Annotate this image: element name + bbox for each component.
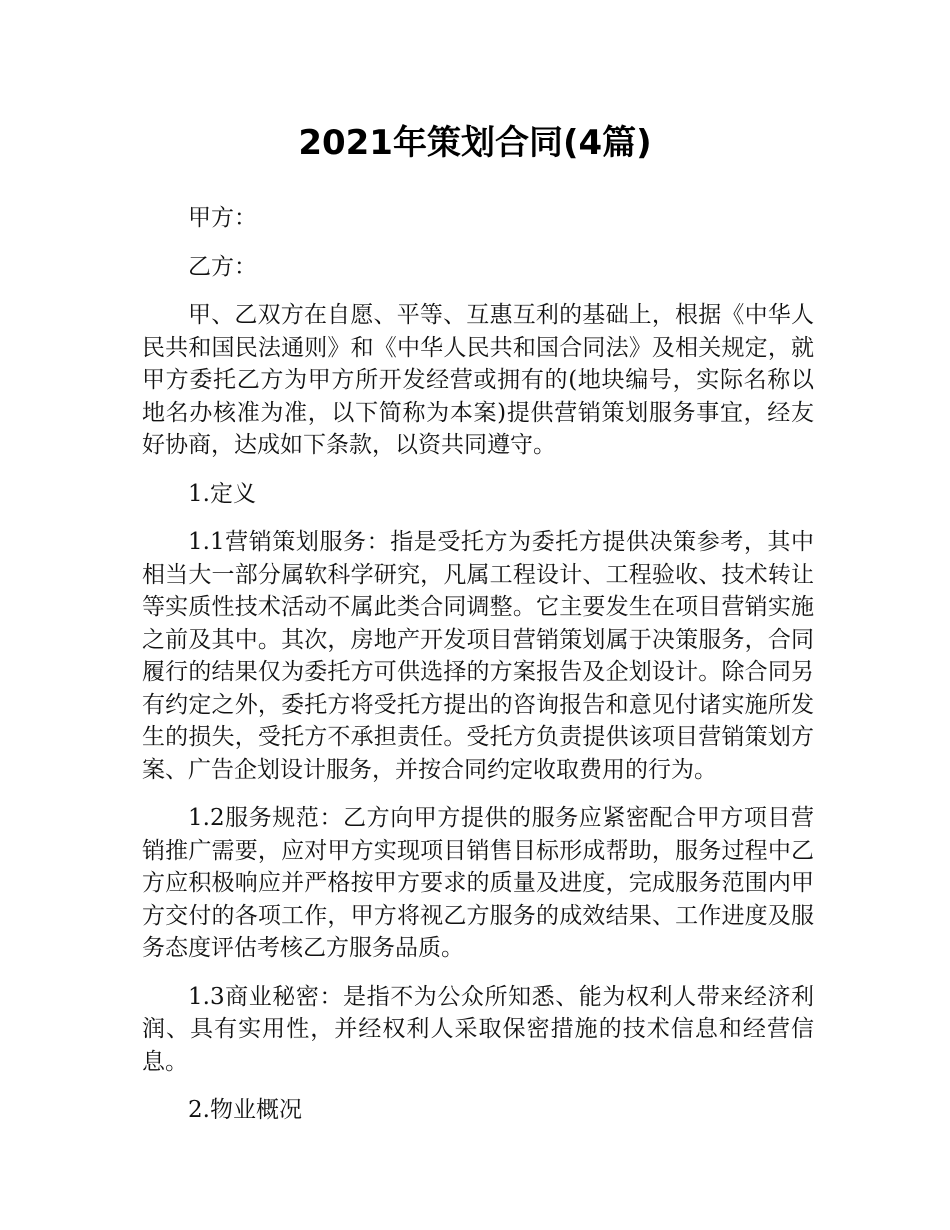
- clause-1-3-paragraph: 1.3商业秘密：是指不为公众所知悉、能为权利人带来经济利润、具有实用性，并经权利人采取保密措施的技术信息和经营信息。: [142, 983, 814, 1075]
- section-heading-definitions: 1.定义: [188, 480, 256, 507]
- document-body: [142, 202, 814, 1143]
- clause-1-1-paragraph: 1.1营销策划服务：指是受托方为委托方提供决策参考，其中相当大一部分属软科学研究，凡属工程设计、工程验收、技术转让等实质性技术活动不属此类合同调整。它主要发生在项目营销实施之前及其中。其次，房地产开发项目营销策划属于决策服务，合同履行的结果仅为委托方可供选择的方案报告及企划设计。除合同另有约定之外，委托方将受托方提出的咨询报告和意见付诸实施所发生的损失，受托方不承担责任。受托方负责提供该项目营销策划方案、广告企划设计服务，并按合同约定收取费用的行为。: [142, 529, 814, 783]
- party-b-line: 乙方：: [188, 253, 257, 280]
- preamble-paragraph: 甲、乙双方在自愿、平等、互惠互利的基础上，根据《中华人民共和国民法通则》和《中华人民共和国合同法》及相关规定，就甲方委托乙方为甲方所开发经营或拥有的(地块编号，实际名称以地名办核准为准，以下简称为本案)提供营销策划服务事宜，经友好协商，达成如下条款，以资共同遵守。: [142, 302, 814, 458]
- section-heading-property-overview: 2.物业概况: [188, 1097, 302, 1123]
- document-title: 2021年策划合同(4篇): [298, 123, 652, 163]
- party-a-line: 甲方：: [188, 205, 257, 231]
- clause-1-2-paragraph: 1.2服务规范：乙方向甲方提供的服务应紧密配合甲方项目营销推广需要，应对甲方实现项目销售目标形成帮助，服务过程中乙方应积极响应并严格按甲方要求的质量及进度，完成服务范围内甲方交付的各项工作，甲方将视乙方服务的成效结果、工作进度及服务态度评估考核乙方服务品质。: [142, 805, 814, 961]
